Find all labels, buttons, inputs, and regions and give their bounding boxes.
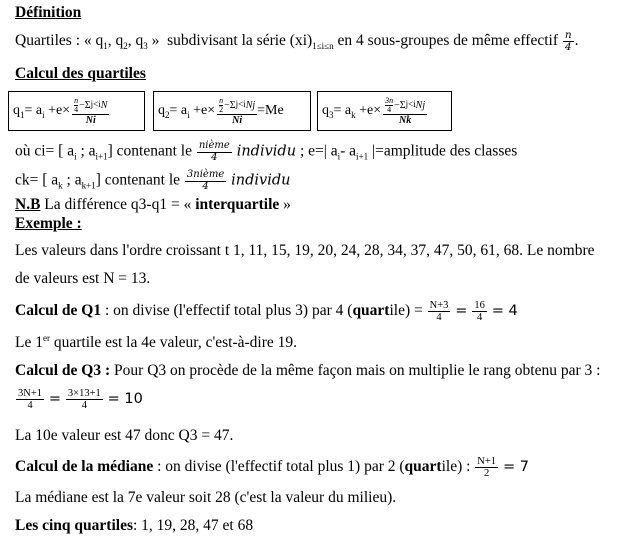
median-calculation-line: Calcul de la médiane : on divise (l'effectif total plus 1) par 2 (quartile) : $\frac{N+1}{2}$ = 7 bbox=[15, 456, 529, 480]
ci-definition-line: où ci= [ $a_i$ ; $a_{i+1}$] contenant le $\frac{\text{nième}}{4}$ individu ; e=| $a_i-$ $a_{i+1}$ |=amplitude des classes bbox=[15, 140, 518, 163]
formula-box-q3: $q_3= a_k +e\times$ 3n 4 −Σ j<i Nj Nk bbox=[317, 91, 452, 131]
calcul-heading: Calcul des quartiles bbox=[15, 65, 146, 82]
q1-fraction-formula: $\frac{N+3}{4}$ bbox=[429, 300, 449, 324]
q3-formula-line: $\frac{3N+1}{4}$ = $\frac{3\times 13+1}{4}$ = 10 bbox=[18, 388, 143, 412]
q3-calculation-line: Calcul de Q3 : Pour Q3 on procède de la même façon mais on multiplie le rang obtenu par 3 : bbox=[15, 362, 601, 379]
formula-box-q1: $q_1= a_i +e\times$ n 4 −Σ j<i N Ni bbox=[8, 91, 145, 131]
formula-q2-fraction: n 2 −Σ j<i Nj Ni bbox=[219, 95, 256, 126]
formula-box-q2: $q_2= a_i +e\times$ n 2 −Σ j<i Nj Ni =Me bbox=[153, 91, 311, 131]
effectif-fraction: $\frac{n}{4}$ bbox=[564, 29, 572, 54]
definition-heading: Définition bbox=[15, 4, 82, 21]
values-line-1: Les valeurs dans l'ordre croissant t 1, 11, 15, 19, 20, 24, 28, 34, 37, 47, 50, 61, 68. Le nombre bbox=[15, 242, 595, 259]
q3-fraction-formula: $\frac{3N+1}{4}$ bbox=[18, 388, 43, 412]
median-fraction: $\frac{N+1}{2}$ bbox=[477, 456, 497, 480]
median-conclusion: La médiane est la 7e valeur soit 28 (c'est la valeur du milieu). bbox=[15, 489, 397, 506]
q3-conclusion: La 10e valeur est 47 donc Q3 = 47. bbox=[15, 427, 234, 444]
ck-fraction: $\frac{\text{3nième}}{4}$ bbox=[186, 169, 225, 192]
values-line-2: de valeurs est N = 13. bbox=[15, 270, 151, 287]
q1-conclusion: Le 1er quartile est la 4e valeur, c'est-à-dire 19. bbox=[15, 333, 298, 352]
q1-fraction-value: $\frac{16}{4}$ bbox=[474, 300, 485, 324]
nb-line: N.B La différence q3-q1 = « interquartile » bbox=[15, 196, 291, 213]
quartiles-definition-line: Quartiles : « $q_1$, $q_2$, $q_3$ » subdivisant la série $(xi)_{1\le i\le n}$ en 4 sous-groupes de même effectif $\frac{n}{4}$ . bbox=[15, 29, 579, 54]
formula-q1-fraction: n 4 −Σ j<i N Ni bbox=[74, 95, 108, 126]
formula-q3-fraction: 3n 4 −Σ j<i Nj Nk bbox=[385, 95, 426, 126]
ck-definition-line: ck= [ $a_k$ ; $a_{k+1}$] contenant le $\frac{\text{3nième}}{4}$ individu bbox=[15, 169, 291, 192]
ci-fraction: $\frac{\text{nième}}{4}$ bbox=[198, 140, 230, 163]
exemple-heading: Exemple : bbox=[15, 215, 82, 232]
five-quartiles-line: Les cinq quartiles: 1, 19, 28, 47 et 68 bbox=[15, 517, 254, 534]
q3-fraction-value: $\frac{3\times 13+1}{4}$ bbox=[67, 388, 101, 412]
q1-calculation-line: Calcul de Q1 : on divise (l'effectif total plus 3) par 4 (quartile) = $\frac{N+3}{4}$ = $\frac{16}{4}$ = 4 bbox=[15, 300, 518, 324]
